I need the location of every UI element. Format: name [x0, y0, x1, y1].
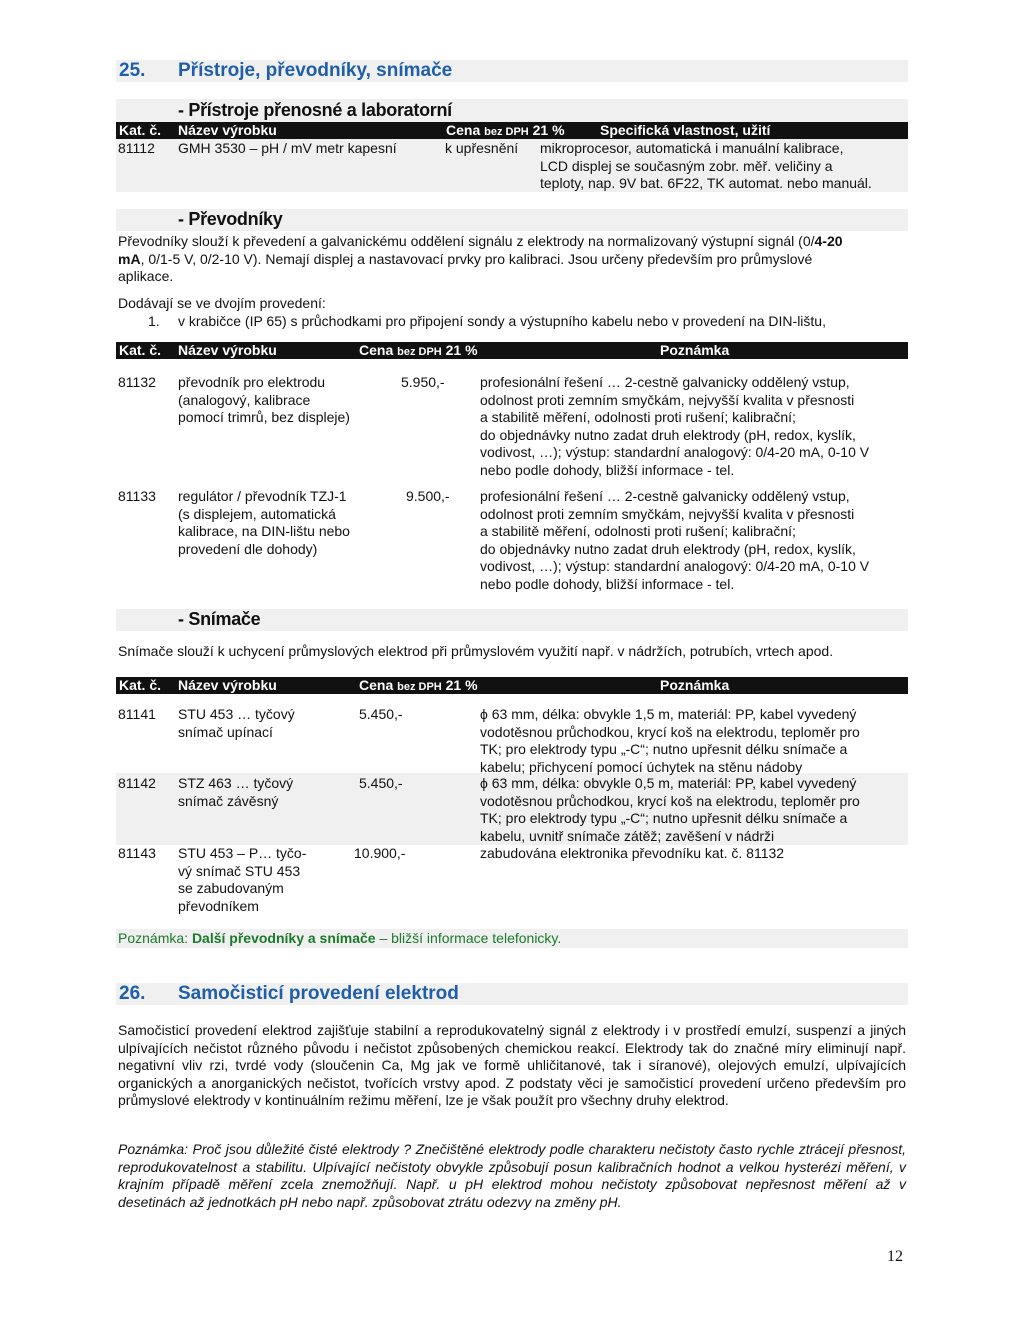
list-number: 1. — [148, 313, 160, 329]
snimace-intro: Snímače slouží k uchycení průmyslových elektrod při průmyslovém využití např. v nádržích, potrubích, vrtech apod. — [118, 643, 834, 659]
table2-row1-price: 5.950,- — [401, 374, 445, 390]
table3-header — [116, 677, 908, 694]
table3-row3-price: 10.900,- — [354, 845, 406, 861]
table3-row2-price: 5.450,- — [359, 775, 403, 791]
col-name: Název výrobku — [178, 122, 277, 138]
table2-row1-note: profesionální řešení … 2-cestně galvanicky oddělený vstup, odolnost proti zemním smyčkám, nejvyšší kvalita v přesnosti a stabilitě měření, odolnosti proti rušení; kalibrační; do objednávky nutno zadat druh elektrody (pH, redox, kyslík, vodivost, …); výstup: standardní analogový: 0/4-20 mA, 0-10 V nebo podle dohody, bližší informace - tel. — [480, 374, 870, 478]
col-price: Cena bez DPH 21 % — [359, 677, 478, 693]
table1-kat: 81112 — [118, 140, 155, 156]
table2-header — [116, 342, 908, 359]
table3-row2-kat: 81142 — [118, 775, 156, 791]
page-number: 12 — [887, 1248, 903, 1265]
section-25-number: 25. — [119, 60, 146, 81]
table3-row3-note: zabudována elektronika převodníku kat. č. 81132 — [480, 845, 785, 861]
table2-row2-price: 9.500,- — [406, 488, 450, 504]
table3-row2-note: ϕ 63 mm, délka: obvykle 0,5 m, materiál: PP, kabel vyvedený vodotěsnou průchodkou, krycí koš na elektrodu, teploměr pro TK; pro elektrody typu „-C“; nutno upřesnit délku snímače a kabelu, uvnitř snímače zátěž; zavěšení v nádrži — [480, 775, 860, 844]
col-note: Poznámka — [660, 677, 730, 693]
table3-row1-price: 5.450,- — [359, 706, 403, 722]
table1-spec: mikroprocesor, automatická i manuální kalibrace, LCD displej se současným zobr. měř. veličiny a teploty, nap. 9V bat. 6F22, TK automat. nebo manuál. — [540, 140, 872, 191]
col-price: Cena bez DPH 21 % — [359, 342, 478, 358]
col-kat: Kat. č. — [119, 122, 162, 138]
table2-row1-name: převodník pro elektrodu (analogový, kalibrace pomocí trimrů, bez displeje) — [178, 374, 350, 425]
section-26-number: 26. — [119, 983, 146, 1004]
subsection-title-prenosne: - Přístroje přenosné a laboratorní — [178, 100, 452, 120]
col-kat: Kat. č. — [119, 342, 162, 358]
section-26-paragraph: Samočisticí provedení elektrod zajišťuje stabilní a reprodukovatelný signál z elektrody i v prostředí emulzí, suspenzí a jiných ulpívajících nečistot různého původu i nečistot způsobených chemickou reakcí. Elektrody tak do značné míry eliminují např. negativní vliv rzi, tvrdé vody (sloučenin Ca, Mg jak ve formě uhličitanové, tak i síranové), olejových emulzí, ulpívajících organických a anorganických nečistot, tvořících vrstvy apod. Z podstaty věci je samočisticí provedení určeno především pro průmyslové elektrody v kontinuálním režimu měření, lze je však použít pro všechny druhy elektrod. — [118, 1022, 906, 1108]
table2-row1-kat: 81132 — [118, 374, 156, 390]
list-text: v krabičce (IP 65) s průchodkami pro připojení sondy a výstupního kabelu nebo v provedení na DIN-lištu, — [178, 313, 826, 329]
poznamka-dalsi: Poznámka: Další převodníky a snímače – bližší informace telefonicky. — [118, 930, 562, 946]
section-26-title: Samočisticí provedení elektrod — [178, 983, 459, 1004]
subsection-title-prevodniky: - Převodníky — [178, 209, 283, 229]
col-note: Poznámka — [660, 342, 730, 358]
table1-header — [116, 122, 908, 139]
section-26-note: Poznámka: Proč jsou důležité čisté elektrody ? Znečištěné elektrody podle charakteru nečistoty často rychle ztrácejí přesnost, reprodukovatelnost a stabilitu. Ulpívající nečistoty obvykle způsobují posun kalibračních hodnot a velkou hysterézi měření, v krajním případě měření zcela znemožňují. Např. u pH elektrod mohou nečistoty způsobovat nepřesnost měření až v desetinách až jednotkách pH nebo např. způsobovat ztrátu odezvy na změny pH. — [118, 1141, 906, 1210]
col-kat: Kat. č. — [119, 677, 162, 693]
prevodniky-intro: Převodníky slouží k převedení a galvanickému oddělení signálu z elektrody na normalizovaný výstupní signál (0/4-20 mA, 0/1-5 V, 0/2-10 V). Nemají displej a nastavovací prvky pro kalibraci. Jsou určeny především pro průmyslové aplikace. — [118, 233, 843, 284]
table1-price: k upřesnění — [445, 140, 519, 156]
table3-row3-name: STU 453 – P… tyčo- vý snímač STU 453 se zabudovaným převodníkem — [178, 845, 307, 914]
table1-name: GMH 3530 – pH / mV metr kapesní — [178, 140, 397, 156]
table3-row1-note: ϕ 63 mm, délka: obvykle 1,5 m, materiál: PP, kabel vyvedený vodotěsnou průchodkou, krycí koš na elektrodu, teploměr pro TK; pro elektrody typu „-C“; nutno upřesnit délku snímače a kabelu; přichycení pomocí úchytek na stěnu nádoby — [480, 706, 860, 775]
dodavaji-text: Dodávají se ve dvojím provedení: — [118, 295, 326, 311]
table2-row2-note: profesionální řešení … 2-cestně galvanicky oddělený vstup, odolnost proti zemním smyčkám, nejvyšší kvalita v přesnosti a stabilitě měření, odolnosti proti rušení; kalibrační; do objednávky nutno zadat druh elektrody (pH, redox, kyslík, vodivost, …); výstup: standardní analogový: 0/4-20 mA, 0-10 V nebo podle dohody, bližší informace - tel. — [480, 488, 870, 592]
table3-row2-name: STZ 463 … tyčový snímač závěsný — [178, 775, 294, 809]
subsection-title-snimace: - Snímače — [178, 609, 261, 629]
table2-row2-kat: 81133 — [118, 488, 156, 504]
col-spec: Specifická vlastnost, užití — [600, 122, 771, 138]
col-price: Cena bez DPH 21 % — [446, 122, 565, 138]
table3-row1-name: STU 453 … tyčový snímač upínací — [178, 706, 295, 740]
section-25-title: Přístroje, převodníky, snímače — [178, 60, 453, 81]
col-name: Název výrobku — [178, 342, 277, 358]
col-name: Název výrobku — [178, 677, 277, 693]
table3-row1-kat: 81141 — [118, 706, 156, 722]
table3-row3-kat: 81143 — [118, 845, 156, 861]
table2-row2-name: regulátor / převodník TZJ-1 (s displejem, automatická kalibrace, na DIN-lištu nebo provedení dle dohody) — [178, 488, 350, 557]
